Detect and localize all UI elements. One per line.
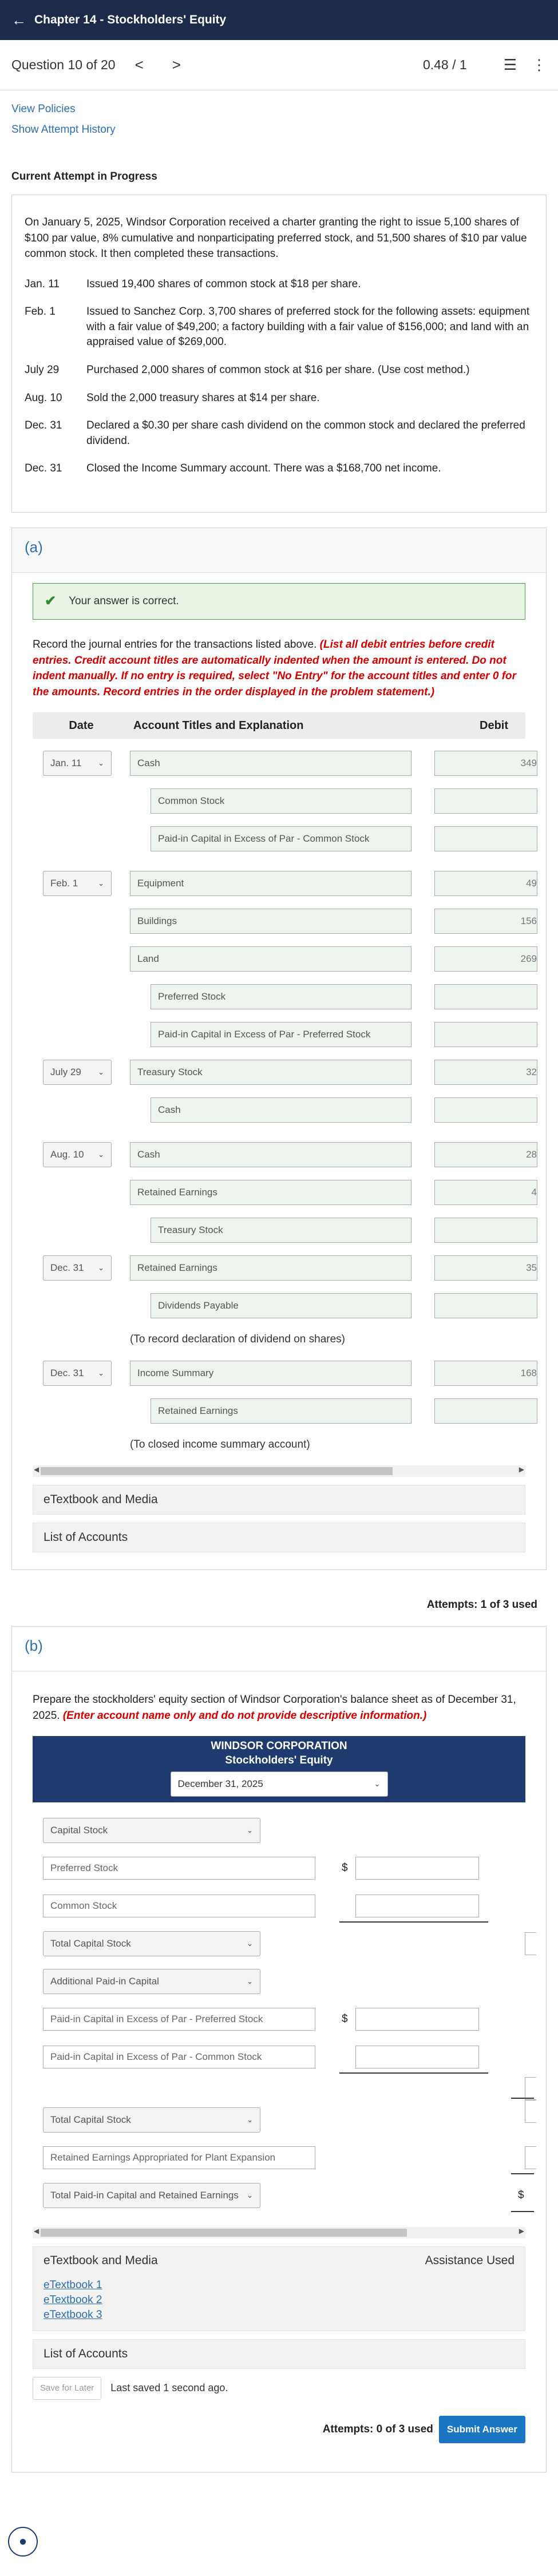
part-a-attempts: Attempts: 1 of 3 used xyxy=(426,1599,537,1611)
bs-total-field[interactable] xyxy=(525,2146,536,2169)
bs-category-select[interactable]: Capital Stock ⌄ xyxy=(43,1818,260,1843)
total-underline xyxy=(511,2211,534,2212)
part-a-instructions xyxy=(33,637,525,700)
balance-sheet-header xyxy=(33,1736,525,1802)
debit-field[interactable] xyxy=(434,826,537,851)
account-field[interactable]: Paid-in Capital in Excess of Par - Common Stock xyxy=(151,826,411,851)
instr-red-text: (Enter account name only and do not provide descriptive information.) xyxy=(62,1709,427,1722)
date-select[interactable]: Dec. 31 ⌄ xyxy=(43,1255,112,1281)
journal-row xyxy=(33,1211,525,1249)
total-underline xyxy=(511,2098,534,2099)
question-number: Question 10 of 20 xyxy=(11,57,116,72)
journal-row xyxy=(33,1249,537,1287)
correct-text: Your answer is correct. xyxy=(69,595,179,607)
journal-row xyxy=(33,744,537,782)
top-bar xyxy=(0,0,558,40)
statement-title: Stockholders' Equity xyxy=(225,1754,333,1766)
debit-field[interactable]: 349 xyxy=(434,751,537,776)
account-field[interactable]: Preferred Stock xyxy=(151,984,411,1009)
list-icon[interactable]: ☰ xyxy=(503,56,517,73)
date-select[interactable]: December 31, 2025 ⌄ xyxy=(171,1772,388,1797)
instr-red-text: (List all debit entries before credit entries. Credit account titles are automatically indented when the amount is entered. Do not indent manually. If no entry is required, select "No Entry" for the account titles and enter 0 for the amounts. Record entries in the order displayed in the problem statement.) xyxy=(33,638,517,698)
col-debit: Debit xyxy=(480,719,508,732)
arrow-left-icon[interactable]: ← xyxy=(11,11,26,29)
journal-row xyxy=(33,1354,537,1392)
part-a-label: (a) xyxy=(12,528,546,573)
bs-amount-field[interactable] xyxy=(355,1857,479,1880)
debit-field[interactable]: 32 xyxy=(434,1060,537,1085)
bs-account-field[interactable]: Common Stock xyxy=(43,1895,315,1917)
debit-field[interactable] xyxy=(434,1097,537,1123)
bs-row xyxy=(33,1925,525,1963)
bs-total-field[interactable] xyxy=(525,2077,536,2100)
question-bar xyxy=(0,40,558,90)
submit-answer-button[interactable]: Submit Answer xyxy=(439,2416,525,2443)
scroll-left-icon[interactable]: ◀ xyxy=(34,2226,39,2235)
bs-account-field[interactable]: Paid-in Capital in Excess of Par - Preferred Stock xyxy=(43,2008,315,2031)
journal-row xyxy=(33,820,525,858)
tx-date: Dec. 31 xyxy=(25,462,62,475)
bs-account-field[interactable]: Paid-in Capital in Excess of Par - Common Stock xyxy=(43,2046,315,2068)
tx-text: Declared a $0.30 per share cash dividend on the common stock and declared the preferred dividend. xyxy=(86,419,525,447)
bs-account-field[interactable]: Preferred Stock xyxy=(43,1857,315,1880)
score: 0.48 / 1 xyxy=(422,57,467,72)
cookie-settings-icon[interactable]: ● xyxy=(8,2527,38,2557)
bs-row xyxy=(33,1887,525,1925)
save-row xyxy=(33,2377,525,2400)
tx-date: Feb. 1 xyxy=(25,306,56,318)
dollar-sign: $ xyxy=(518,2189,524,2201)
debit-field[interactable]: 156 xyxy=(434,909,537,934)
chevron-down-icon: ⌄ xyxy=(98,1068,104,1077)
tx-date: July 29 xyxy=(25,364,60,377)
more-icon[interactable]: ⋮ xyxy=(532,56,547,73)
bs-row xyxy=(33,2177,525,2214)
part-b-label: (b) xyxy=(12,1627,546,1671)
chevron-down-icon: ⌄ xyxy=(374,1779,381,1788)
dollar-sign: $ xyxy=(342,1861,348,1874)
instr-text: Record the journal entries for the transactions listed above. xyxy=(33,638,317,651)
save-for-later-button[interactable]: Save for Later xyxy=(33,2377,101,2400)
chevron-down-icon: ⌄ xyxy=(98,879,104,888)
total-underline xyxy=(339,1921,488,1923)
debit-field[interactable] xyxy=(434,984,537,1009)
account-field[interactable]: Retained Earnings xyxy=(151,1398,411,1424)
col-account: Account Titles and Explanation xyxy=(133,719,304,732)
account-field[interactable]: Cash xyxy=(130,751,411,776)
journal-row xyxy=(33,1136,537,1174)
chapter-title: Chapter 14 - Stockholders' Equity xyxy=(34,13,227,26)
bs-total-field[interactable] xyxy=(525,1932,536,1955)
part-b-instructions xyxy=(33,1692,525,1723)
tx-text: Issued to Sanchez Corp. 3,700 shares of preferred stock for the following assets: equipment with a fair value of $49,200; a factory building with a fair value of $156,000; and land with an appraised value of $269,000. xyxy=(86,306,530,348)
bs-category-select[interactable]: Total Capital Stock ⌄ xyxy=(43,2107,260,2133)
prev-question-button[interactable]: < xyxy=(134,56,144,73)
account-field[interactable]: Equipment xyxy=(130,871,411,896)
etextbook-panel xyxy=(33,2246,525,2331)
part-b-attempts: Attempts: 0 of 3 used xyxy=(322,2423,433,2435)
chevron-down-icon: ⌄ xyxy=(247,2190,253,2199)
bs-row xyxy=(33,2139,525,2177)
journal-row xyxy=(33,978,525,1016)
bs-amount-field[interactable] xyxy=(355,1895,479,1917)
debit-field[interactable]: 35 xyxy=(434,1255,537,1281)
total-underline xyxy=(511,2173,534,2174)
journal-row xyxy=(33,902,537,940)
account-field[interactable]: Common Stock xyxy=(151,788,411,814)
journal-row xyxy=(33,865,537,902)
bs-row xyxy=(33,2000,525,2038)
list-of-accounts-bar[interactable]: List of Accounts xyxy=(33,1523,525,1552)
chevron-down-icon: ⌄ xyxy=(247,1939,253,1948)
account-field[interactable]: Retained Earnings xyxy=(130,1180,411,1205)
scroll-right-icon[interactable]: ▶ xyxy=(519,1465,524,1474)
date-select[interactable]: Jan. 11 ⌄ xyxy=(43,751,112,776)
debit-field[interactable]: 49 xyxy=(434,871,537,896)
chevron-down-icon: ⌄ xyxy=(247,2115,253,2124)
debit-field[interactable]: 269 xyxy=(434,946,537,972)
date-select[interactable]: Dec. 31 ⌄ xyxy=(43,1361,112,1386)
problem-panel xyxy=(11,195,547,513)
account-field[interactable]: Treasury Stock xyxy=(130,1060,411,1085)
tx-date: Aug. 10 xyxy=(25,391,62,404)
instr-text: Prepare the stockholders' equity section of Windsor Corporation's balance sheet as of December 31, 2025. xyxy=(33,1694,516,1722)
tx-date: Dec. 31 xyxy=(25,419,62,432)
etextbook-bar[interactable]: eTextbook and Media xyxy=(33,1485,525,1515)
tx-text: Issued 19,400 shares of common stock at $18 per share. xyxy=(86,278,361,290)
etextbook-link[interactable]: eTextbook 2 xyxy=(43,2293,102,2306)
entry-memo: (To closed income summary account) xyxy=(130,1438,310,1451)
bs-account-field[interactable]: Retained Earnings Appropriated for Plant Expansion xyxy=(43,2146,315,2169)
account-field[interactable]: Paid-in Capital in Excess of Par - Preferred Stock xyxy=(151,1022,411,1047)
date-select[interactable]: Feb. 1 ⌄ xyxy=(43,871,112,896)
part-b-panel xyxy=(11,1626,547,2472)
etextbook-title[interactable]: eTextbook and Media xyxy=(43,2253,158,2267)
journal-row xyxy=(33,1174,537,1211)
account-field[interactable]: Buildings xyxy=(130,909,411,934)
account-field[interactable]: Cash xyxy=(130,1142,411,1167)
account-field[interactable]: Treasury Stock xyxy=(151,1218,411,1243)
scroll-left-icon[interactable]: ◀ xyxy=(34,1465,39,1474)
etextbook-link[interactable]: eTextbook 3 xyxy=(43,2308,102,2321)
bs-category-select[interactable]: Total Capital Stock ⌄ xyxy=(43,1931,260,1956)
chevron-down-icon: ⌄ xyxy=(98,1263,104,1273)
tx-text: Closed the Income Summary account. There was a $168,700 net income. xyxy=(86,462,441,475)
debit-field[interactable]: 4 xyxy=(434,1180,537,1205)
bs-category-select[interactable]: Additional Paid-in Capital ⌄ xyxy=(43,1969,260,1994)
scroll-right-icon[interactable]: ▶ xyxy=(519,2226,524,2235)
attempt-history-link[interactable]: Show Attempt History xyxy=(11,124,116,136)
assistance-used: Assistance Used xyxy=(425,2253,515,2267)
journal-header xyxy=(33,712,525,739)
debit-field[interactable] xyxy=(434,1293,537,1318)
bs-row xyxy=(33,1963,525,2000)
policy-links xyxy=(0,90,558,136)
company-name: WINDSOR CORPORATION xyxy=(211,1740,347,1753)
scrollbar-thumb[interactable] xyxy=(41,1467,393,1475)
bs-amount-field[interactable] xyxy=(355,2008,479,2031)
bs-category-select[interactable]: Total Paid-in Capital and Retained Earnings ⌄ xyxy=(43,2183,260,2208)
debit-field[interactable]: 28 xyxy=(434,1142,537,1167)
account-field[interactable]: Retained Earnings xyxy=(130,1255,411,1281)
chevron-down-icon: ⌄ xyxy=(247,1976,253,1985)
part-a-panel xyxy=(11,528,547,1570)
journal-table xyxy=(33,712,537,1477)
debit-field[interactable] xyxy=(434,788,537,814)
journal-row xyxy=(33,1016,525,1053)
horizontal-scrollbar[interactable] xyxy=(33,1465,525,1477)
list-of-accounts-bar[interactable]: List of Accounts xyxy=(33,2339,525,2369)
tx-date: Jan. 11 xyxy=(25,278,60,290)
account-field[interactable]: Income Summary xyxy=(130,1361,411,1386)
scrollbar-thumb[interactable] xyxy=(41,2229,407,2237)
dollar-sign: $ xyxy=(342,2012,348,2025)
account-field[interactable]: Land xyxy=(130,946,411,972)
chevron-down-icon: ⌄ xyxy=(98,1150,104,1159)
tx-text: Purchased 2,000 shares of common stock at $16 per share. (Use cost method.) xyxy=(86,364,470,377)
horizontal-scrollbar[interactable] xyxy=(33,2227,525,2238)
journal-row xyxy=(33,1287,525,1325)
bs-row xyxy=(33,2101,525,2139)
entry-memo: (To record declaration of dividend on shares) xyxy=(130,1333,345,1346)
bs-row xyxy=(33,1812,525,1849)
chevron-down-icon: ⌄ xyxy=(98,759,104,768)
debit-field[interactable] xyxy=(434,1398,537,1424)
tx-text: Sold the 2,000 treasury shares at $14 per share. xyxy=(86,391,320,404)
bs-row xyxy=(33,1849,525,1887)
debit-field[interactable]: 168 xyxy=(434,1361,537,1386)
view-policies-link[interactable]: View Policies xyxy=(11,103,76,115)
attempt-heading: Current Attempt in Progress xyxy=(11,171,157,183)
date-select[interactable]: Aug. 10 ⌄ xyxy=(43,1142,112,1167)
submit-row xyxy=(33,2416,525,2443)
journal-row xyxy=(33,1053,537,1091)
debit-field[interactable] xyxy=(434,1022,537,1047)
journal-row xyxy=(33,1392,525,1430)
account-field[interactable]: Cash xyxy=(151,1097,411,1123)
bs-amount-field[interactable] xyxy=(355,2046,479,2068)
account-field[interactable]: Dividends Payable xyxy=(151,1293,411,1318)
date-select[interactable]: July 29 ⌄ xyxy=(43,1060,112,1085)
etextbook-link[interactable]: eTextbook 1 xyxy=(43,2278,102,2291)
col-date: Date xyxy=(69,719,94,732)
debit-field[interactable] xyxy=(434,1218,537,1243)
chevron-down-icon: ⌄ xyxy=(247,1825,253,1834)
total-underline xyxy=(339,2072,488,2074)
bs-row xyxy=(33,2076,525,2101)
last-saved-text: Last saved 1 second ago. xyxy=(110,2382,228,2394)
checkmark-icon: ✔ xyxy=(45,593,57,609)
journal-row xyxy=(33,940,537,978)
next-question-button[interactable]: > xyxy=(172,56,181,73)
journal-row xyxy=(33,1091,525,1129)
bs-total-field[interactable] xyxy=(525,2100,536,2123)
problem-intro: On January 5, 2025, Windsor Corporation received a charter granting the right to issue 5,100 shares of $100 par value, 8% cumulative and nonparticipating preferred stock, and 51,500 shares of $10 par value common stock. It then completed these transactions. xyxy=(25,216,527,260)
correct-banner xyxy=(33,583,525,620)
journal-row xyxy=(33,782,525,820)
bs-row xyxy=(33,2038,525,2076)
chevron-down-icon: ⌄ xyxy=(98,1369,104,1378)
